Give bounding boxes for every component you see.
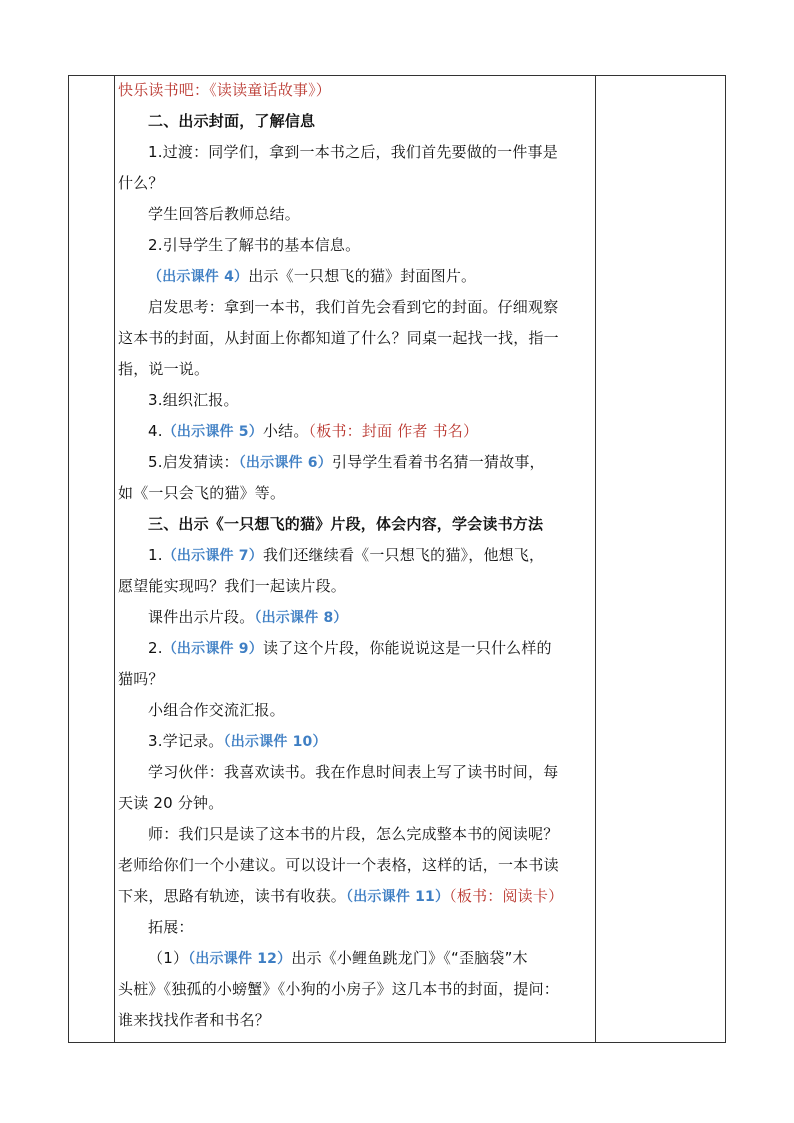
- text-segment: 小组合作交流汇报。: [148, 701, 285, 719]
- text-line: [118, 354, 592, 385]
- text-segment: 小结。: [262, 422, 309, 440]
- text-line: [118, 757, 592, 788]
- text-segment: （出示课件 12）: [188, 951, 292, 967]
- text-line: [118, 509, 592, 540]
- text-segment: （出示课件 4）: [148, 269, 249, 285]
- text-segment: 什么？: [118, 174, 164, 192]
- text-line: [118, 199, 592, 230]
- text-segment: （板书：阅读卡）: [449, 887, 564, 905]
- text-segment: 天读 20 分钟。: [118, 794, 224, 812]
- text-segment: （板书：封面 作者 书名）: [308, 422, 479, 440]
- text-line: [118, 695, 592, 726]
- text-segment: 猫吗？: [118, 670, 164, 688]
- text-line: [118, 602, 592, 633]
- text-segment: （出示课件 7）: [162, 548, 263, 564]
- text-line: [118, 261, 592, 292]
- text-segment: 出示《小鲤鱼跳龙门》《“歪脑袋”木: [291, 949, 528, 967]
- text-segment: 出示《一只想飞的猫》封面图片。: [248, 267, 477, 285]
- lesson-text-cell: [118, 75, 592, 1036]
- text-segment: （出示课件 11）: [346, 889, 450, 905]
- text-segment: 这本书的封面，从封面上你都知道了什么？同桌一起找一找，指一: [118, 329, 559, 347]
- text-line: [118, 819, 592, 850]
- text-segment: （出示课件 8）: [254, 610, 348, 626]
- text-segment: 下来，思路有轨迹，读书有收获。: [118, 887, 347, 905]
- text-segment: 1.过渡：同学们，拿到一本书之后，我们首先要做的一件事是: [148, 143, 558, 161]
- text-line: [118, 416, 592, 447]
- text-line: [118, 912, 592, 943]
- text-segment: 启发思考：拿到一本书，我们首先会看到它的封面。仔细观察: [148, 298, 559, 316]
- text-segment: 三、出示《一只想飞的猫》片段，体会内容，学会读书方法: [148, 515, 544, 533]
- text-segment: 我们还继续看《一只想飞的猫》，他想飞，: [262, 546, 545, 564]
- text-line: [118, 168, 592, 199]
- text-segment: 3.学记录。: [148, 732, 224, 750]
- column-divider-left: [114, 76, 115, 1042]
- column-divider-right: [595, 76, 596, 1042]
- text-line: [118, 633, 592, 664]
- text-line: [118, 1005, 592, 1036]
- text-line: [118, 850, 592, 881]
- text-segment: 3.组织汇报。: [148, 391, 239, 409]
- text-segment: 2.引导学生了解书的基本信息。: [148, 236, 361, 254]
- text-segment: 师：我们只是读了这本书的片段，怎么完成整本书的阅读呢？: [148, 825, 559, 843]
- text-line: [118, 385, 592, 416]
- text-segment: 头桩》《独孤的小螃蟹》《小狗的小房子》这几本书的封面，提问：: [118, 980, 560, 998]
- text-segment: 二、出示封面，了解信息: [148, 112, 316, 130]
- text-segment: 如《一只会飞的猫》等。: [118, 484, 286, 502]
- text-line: [118, 478, 592, 509]
- text-line: [118, 943, 592, 974]
- text-segment: 引导学生看着书名猜一猜故事，: [331, 453, 545, 471]
- text-line: [118, 540, 592, 571]
- text-segment: 谁来找找作者和书名？: [118, 1011, 271, 1029]
- text-segment: 5.启发猜读：: [148, 453, 239, 471]
- text-line: [118, 292, 592, 323]
- text-segment: （1）: [148, 949, 189, 967]
- text-segment: （出示课件 6）: [238, 455, 332, 471]
- text-line: [118, 788, 592, 819]
- text-line: [118, 571, 592, 602]
- text-line: [118, 974, 592, 1005]
- text-segment: （出示课件 9）: [162, 641, 263, 657]
- text-line: [118, 75, 592, 106]
- text-line: [118, 137, 592, 168]
- text-segment: 课件出示片段。: [148, 608, 255, 626]
- text-line: [118, 881, 592, 912]
- text-segment: （出示课件 10）: [223, 734, 327, 750]
- text-line: [118, 726, 592, 757]
- text-line: [118, 664, 592, 695]
- text-segment: 1.: [148, 546, 163, 564]
- text-segment: 学习伙伴：我喜欢读书。我在作息时间表上写了读书时间，每: [148, 763, 559, 781]
- text-segment: 指，说一说。: [118, 360, 210, 378]
- text-line: [118, 323, 592, 354]
- text-segment: 2.: [148, 639, 163, 657]
- text-segment: 4.: [148, 422, 163, 440]
- text-segment: 读了这个片段，你能说说这是一只什么样的: [262, 639, 552, 657]
- text-segment: 愿望能实现吗？我们一起读片段。: [118, 577, 347, 595]
- text-segment: 老师给你们一个小建议。可以设计一个表格，这样的话，一本书读: [118, 856, 559, 874]
- text-line: [118, 106, 592, 137]
- text-segment: 学生回答后教师总结。: [148, 205, 301, 223]
- text-line: [118, 230, 592, 261]
- text-segment: 拓展：: [148, 918, 194, 936]
- text-segment: 快乐读书吧：《读读童话故事》）: [118, 81, 332, 99]
- text-line: [118, 447, 592, 478]
- text-segment: （出示课件 5）: [162, 424, 263, 440]
